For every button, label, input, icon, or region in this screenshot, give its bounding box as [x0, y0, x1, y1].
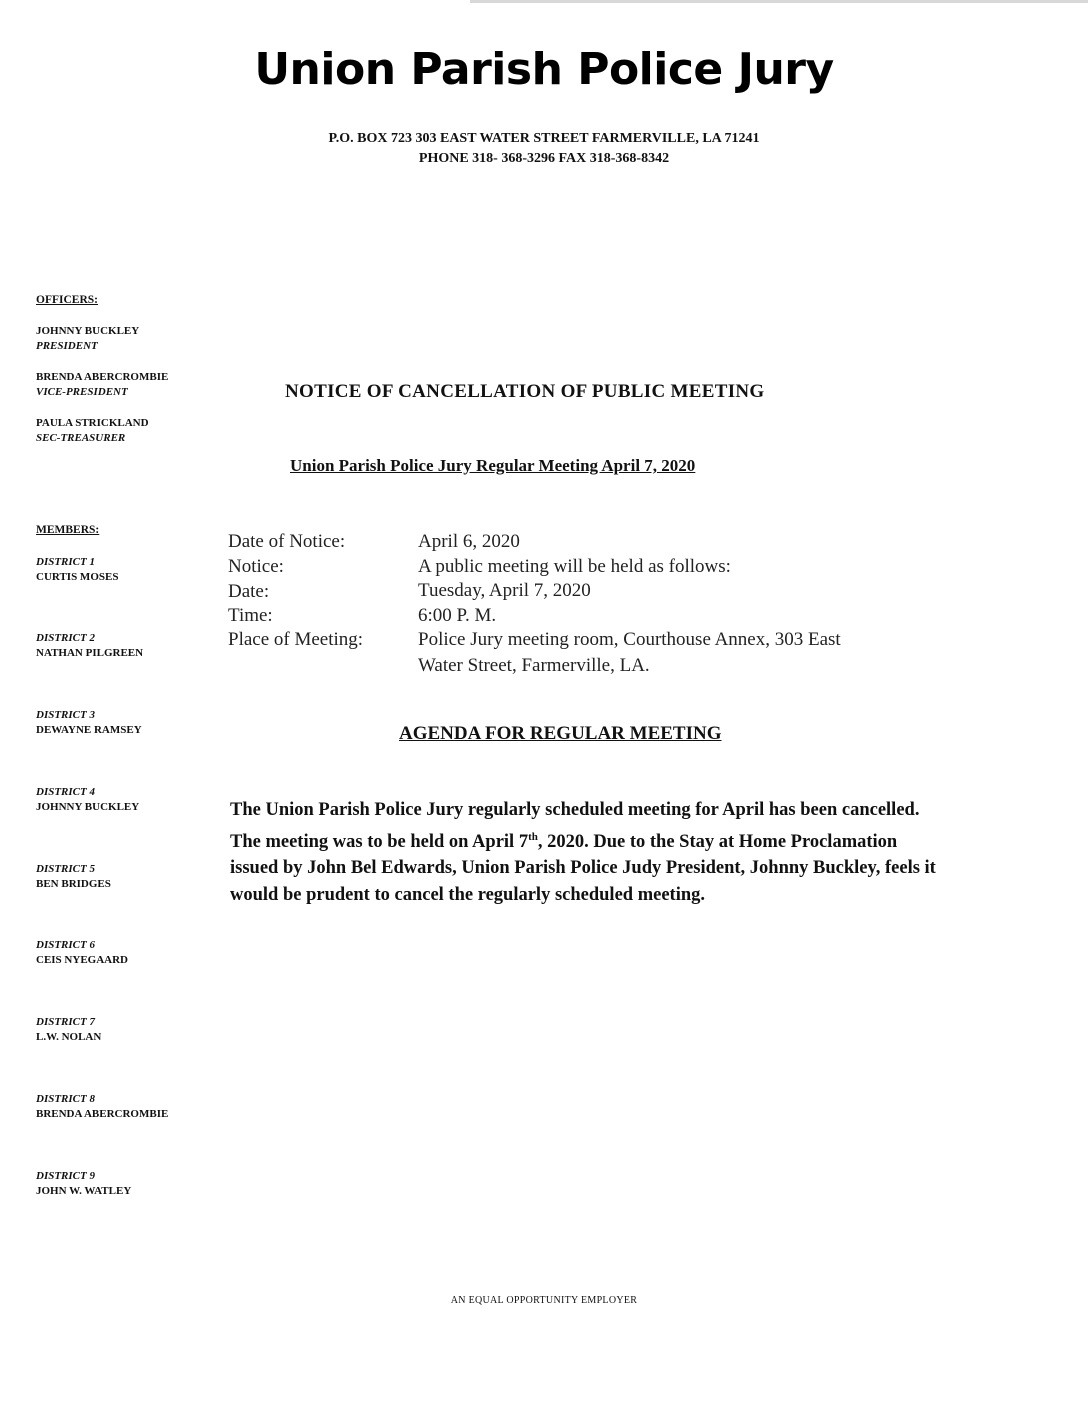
member-district: DISTRICT 5 — [36, 863, 95, 875]
member-district: DISTRICT 6 — [36, 939, 95, 951]
officers-heading: OFFICERS: — [36, 294, 98, 306]
organization-title: Union Parish Police Jury — [254, 44, 834, 95]
member-name: JOHNNY BUCKLEY — [36, 801, 140, 813]
member-district: DISTRICT 9 — [36, 1170, 95, 1182]
place-value-line2: Water Street, Farmerville, LA. — [418, 655, 650, 676]
agenda-title: AGENDA FOR REGULAR MEETING — [399, 723, 722, 744]
officer-name: BRENDA ABERCROMBIE — [36, 371, 169, 383]
member-name: CURTIS MOSES — [36, 571, 119, 583]
member-name: JOHN W. WATLEY — [36, 1185, 132, 1197]
member-name: BEN BRIDGES — [36, 878, 111, 890]
member-district: DISTRICT 1 — [36, 556, 95, 568]
notice-value: A public meeting will be held as follows: — [418, 556, 731, 577]
address-line: P.O. BOX 723 303 EAST WATER STREET FARMERVILLE, LA 71241 — [328, 131, 760, 146]
time-value: 6:00 P. M. — [418, 605, 497, 626]
officer-name: JOHNNY BUCKLEY — [36, 325, 140, 337]
member-district: DISTRICT 8 — [36, 1093, 95, 1105]
agenda-body — [230, 797, 950, 908]
date-of-notice-value: April 6, 2020 — [418, 531, 520, 552]
ordinal-suffix: th — [528, 830, 538, 843]
time-label: Time: — [228, 605, 273, 626]
member-district: DISTRICT 4 — [36, 786, 95, 798]
member-name: DEWAYNE RAMSEY — [36, 724, 142, 736]
scan-edge-line — [470, 0, 1088, 3]
members-heading: MEMBERS: — [36, 524, 100, 536]
member-name: BRENDA ABERCROMBIE — [36, 1108, 169, 1120]
member-name: NATHAN PILGREEN — [36, 647, 144, 659]
agenda-body-part1: The Union Parish Police Jury regularly scheduled meeting for April has been cancelled. The meeting was to be held on April 7 — [230, 800, 920, 852]
officer-role: VICE-PRESIDENT — [36, 386, 128, 398]
place-label: Place of Meeting: — [228, 629, 364, 650]
notice-title: NOTICE OF CANCELLATION OF PUBLIC MEETING — [285, 381, 765, 402]
member-district: DISTRICT 7 — [36, 1016, 95, 1028]
agenda-body-part2: , 2020. Due to the Stay at Home Proclamation issued by John Bel Edwards, Union Parish Police Judy President, Johnny Buckley, feels it would be prudent to cancel the regularly scheduled meeting. — [230, 831, 936, 905]
officer-name: PAULA STRICKLAND — [36, 417, 149, 429]
footer-text: AN EQUAL OPPORTUNITY EMPLOYER — [450, 1295, 638, 1306]
officer-role: SEC-TREASURER — [36, 432, 126, 444]
date-value: Tuesday, April 7, 2020 — [418, 580, 591, 601]
notice-label: Notice: — [228, 556, 284, 577]
member-name: L.W. NOLAN — [36, 1031, 102, 1043]
member-district: DISTRICT 3 — [36, 709, 95, 721]
place-value-line1: Police Jury meeting room, Courthouse Annex, 303 East — [418, 629, 841, 650]
member-name: CEIS NYEGAARD — [36, 954, 128, 966]
meeting-title: Union Parish Police Jury Regular Meeting April 7, 2020 — [290, 456, 696, 475]
date-label: Date: — [228, 581, 270, 602]
phone-fax-line: PHONE 318- 368-3296 FAX 318-368-8342 — [418, 151, 670, 166]
member-district: DISTRICT 2 — [36, 632, 95, 644]
date-of-notice-label: Date of Notice: — [228, 531, 346, 552]
officer-role: PRESIDENT — [36, 340, 98, 352]
